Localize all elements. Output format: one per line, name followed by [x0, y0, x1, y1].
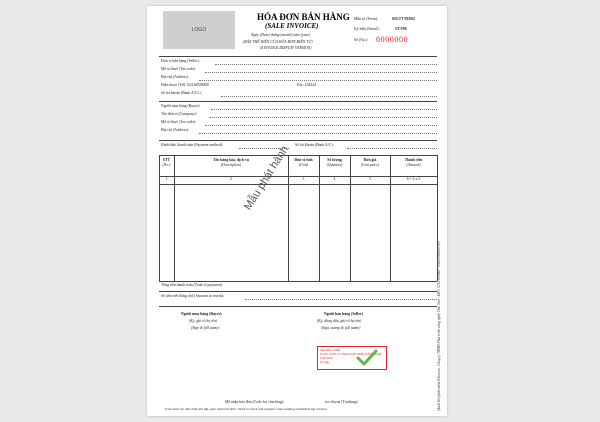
date-line: Ngày (Date) tháng (month) năm (year)	[251, 33, 311, 37]
seller-fax: Fax: 234324	[297, 83, 317, 87]
buyer-address: Địa chỉ (Address):	[161, 128, 190, 132]
seller-tax: Mã số thuế (Tax code):	[161, 67, 197, 71]
buyer-signature-note-en: (Sign & full name)	[191, 326, 220, 330]
footer-note: (Cần kiểm tra, đối chiếu khi lập, giao nhận hóa đơn / Need to check and compare when making and delivering invoice)	[165, 407, 327, 411]
form-label: Mẫu số (Form):	[354, 17, 379, 21]
col-header-description: Tên hàng hóa, dịch vụ	[213, 158, 249, 162]
divider	[159, 291, 437, 292]
tracking: tra cứu tại (Tracking):	[325, 400, 359, 404]
divider	[159, 101, 437, 102]
watermark: Mẫu phát hành	[242, 143, 292, 213]
col-number: 4	[333, 177, 336, 181]
buyer-name: Người mua hàng (Buyer):	[161, 104, 201, 108]
invoice-paper: LOGO HÓA ĐƠN BÁN HÀNG (SALE INVOICE) Ngày (Date) tháng (month) năm (year) (BẢN THỂ HIỆN CỦA HÓA ĐƠN ĐIỆN TỬ) (EINVOICE DISPLAY VERSION) Mẫu số (Form): 02GTTT0/002 Ký hiệu (Serial): ST/19E Số (No.): 0000000 Đơn vị bán hàng (Seller): Mã số thuế (Tax code): Địa chỉ (Address): Điện thoại (Tel): 024.66558800 Fax: 234324 Số tài khoản (Bank A/C): ( Người mua hàng (Buyer): Tên đơn vị (Company): Mã số thuế (Tax code): Địa chỉ (Address): Hình thức thanh toán (Payment method): Số tài khoản (Bank A/C): STT (No.) Tên hàng hóa, dịch vụ (Description) Đơn vị tính (Unit) Số lượng (Quantity) Đơn giá (Unit price) Thành tiền (Amount) 1 2 3 4 5 6 = 4 x 5 Tổng tiền thanh toán (Total of payment): Số tiền viết bằng chữ (Amount in words): Người mua hàng (Buyer) (Ký, ghi rõ họ tên) (Sign & full name) Người bán hàng (Seller) (Ký, đóng dấu, ghi rõ họ tên) (Sign, stamp & full name) Signature Valid Ký bởi: CÔNG TY TNHH PHÁT TRIỂN CÔNG NGHỆ THÁI SƠN Ký ngày: Mã nhận hóa đơn (Code for checking): tra cứu tại (Tracking): (Cần kiểm tra, đối chiếu khi lập, giao nhận hóa đơn / Need to check and compare when making and delivering invoice) Mẫu phát hành (Xuất bởi phần mềm EInvoice, Công ty TNHH Phát triển công nghệ Thái Sơn - MST: 0101300842 - www.einvoice.vn)	[147, 6, 447, 416]
col-header-amount: Thành tiền	[404, 158, 423, 162]
seller-address: Địa chỉ (Address):	[161, 75, 190, 79]
col-header-unit-price: Đơn giá	[363, 158, 377, 162]
col-header-unit: Đơn vị tính	[294, 158, 313, 162]
col-number: 2	[230, 177, 232, 181]
seller-signature-note-en: (Sign, stamp & full name)	[321, 326, 361, 330]
divider	[159, 306, 437, 307]
display-version-en: (EINVOICE DISPLAY VERSION)	[260, 46, 312, 50]
col-header-quantity: Số lượng	[327, 158, 342, 162]
software-side-note: (Xuất bởi phần mềm EInvoice, Công ty TNHH Phát triển công nghệ Thái Sơn - MST: 0101300842 - www.einvoice.vn)	[437, 241, 441, 411]
buyer-company: Tên đơn vị (Company):	[161, 112, 197, 116]
amount-in-words: Số tiền viết bằng chữ (Amount in words):	[161, 294, 225, 298]
seller-phone: Điện thoại (Tel): 024.66558800	[161, 83, 210, 87]
seller-signature-note: (Ký, đóng dấu, ghi rõ họ tên)	[317, 319, 362, 323]
display-version-vi: (BẢN THỂ HIỆN CỦA HÓA ĐƠN ĐIỆN TỬ)	[243, 40, 313, 44]
col-number: 1	[165, 177, 168, 181]
invoice-subtitle: (SALE INVOICE)	[265, 22, 319, 30]
payment-method: Hình thức thanh toán (Payment method):	[161, 143, 224, 147]
check-code: Mã nhận hóa đơn (Code for checking):	[225, 400, 285, 404]
total-payment: Tổng tiền thanh toán (Total of payment):	[161, 283, 223, 287]
serial-value: ST/19E	[395, 27, 408, 31]
col-number: 3	[302, 177, 305, 181]
divider	[159, 140, 437, 141]
col-header-no: STT	[162, 158, 171, 162]
digital-signature-stamp: Signature Valid Ký bởi: CÔNG TY TNHH PHÁT TRIỂN CÔNG NGHỆ THÁI SƠN Ký ngày:	[317, 346, 387, 370]
seller-account: Số tài khoản (Bank A/C): (	[161, 91, 202, 95]
col-number: 5	[369, 177, 371, 181]
divider	[159, 56, 437, 57]
checkmark-icon	[356, 349, 378, 367]
seller-unit: Đơn vị bán hàng (Seller):	[161, 59, 200, 63]
buyer-signature-title: Người mua hàng (Buyer)	[181, 312, 222, 316]
buyer-tax: Mã số thuế (Tax code):	[161, 120, 197, 124]
serial-label: Ký hiệu (Serial):	[354, 27, 380, 31]
buyer-account: Số tài khoản (Bank A/C):	[295, 143, 334, 147]
logo-placeholder: LOGO	[163, 11, 235, 49]
form-value: 02GTTT0/002	[392, 17, 415, 21]
seller-signature-title: Người bán hàng (Seller)	[324, 312, 363, 316]
buyer-signature-note: (Ký, ghi rõ họ tên)	[189, 319, 218, 323]
col-number: 6 = 4 x 5	[406, 177, 421, 181]
invoice-no-label: Số (No.):	[354, 38, 369, 42]
invoice-no-value: 0000000	[376, 35, 409, 44]
invoice-title: HÓA ĐƠN BÁN HÀNG	[257, 12, 350, 22]
